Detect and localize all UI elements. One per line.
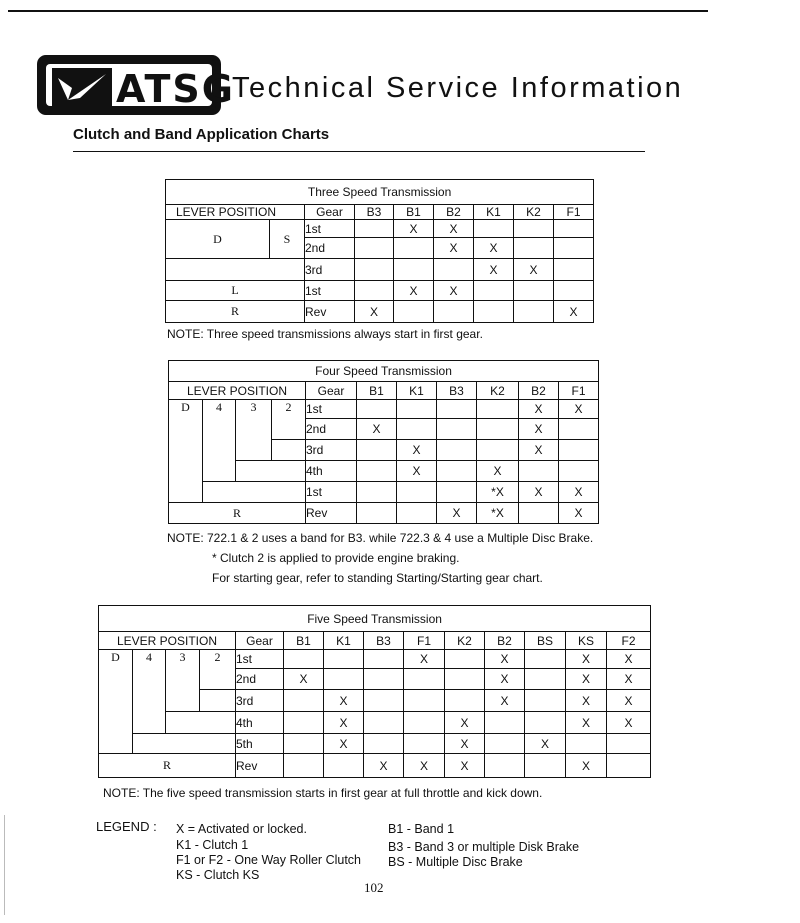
table-cell [284, 690, 324, 712]
table-cell [525, 690, 566, 712]
table-cell [284, 712, 324, 734]
gear-header: Gear [306, 382, 357, 400]
table-cell: X [559, 503, 599, 524]
lever-d: D [166, 220, 270, 259]
lever-3: 3 [236, 400, 272, 461]
table-cell [434, 259, 474, 281]
column-header: K2 [514, 205, 554, 220]
table-cell [284, 650, 324, 669]
legend-item: KS - Clutch KS [176, 868, 260, 882]
gear-label: 2nd [306, 419, 357, 440]
table-cell: X [485, 650, 525, 669]
gear-label: Rev [236, 754, 284, 778]
table-cell [364, 690, 404, 712]
lever-s: S [270, 220, 305, 259]
legend-label: LEGEND : [96, 819, 157, 834]
legend-item: BS - Multiple Disc Brake [388, 855, 523, 869]
table-cell: X [357, 419, 397, 440]
table-cell: X [324, 712, 364, 734]
atsg-logo [37, 55, 235, 115]
column-header: B2 [519, 382, 559, 400]
table-cell: *X [477, 482, 519, 503]
table-cell: X [324, 690, 364, 712]
lever-position-header: LEVER POSITION [166, 205, 305, 220]
table-cell: X [607, 712, 651, 734]
table-cell [554, 238, 594, 259]
table-cell: X [566, 754, 607, 778]
four-speed-note: * Clutch 2 is applied to provide engine braking. [212, 551, 460, 565]
table-cell [474, 281, 514, 301]
gear-label: 5th [236, 734, 284, 754]
gear-label: 1st [306, 400, 357, 419]
table-cell [357, 482, 397, 503]
column-header: KS [566, 632, 607, 650]
gear-label: Rev [305, 301, 355, 323]
table-cell [477, 419, 519, 440]
gear-header: Gear [305, 205, 355, 220]
gear-label: 2nd [236, 669, 284, 690]
lever-r: R [166, 301, 305, 323]
gear-label: Rev [306, 503, 357, 524]
table-cell: X [397, 440, 437, 461]
table-cell [357, 440, 397, 461]
table-cell [554, 259, 594, 281]
table-cell [525, 712, 566, 734]
table-cell: X [519, 400, 559, 419]
table-cell: X [566, 650, 607, 669]
gear-label: 4th [236, 712, 284, 734]
top-rule [8, 10, 708, 12]
lever-blank [272, 440, 306, 461]
table-cell [364, 669, 404, 690]
table-cell: X [434, 238, 474, 259]
table-cell: X [284, 669, 324, 690]
table-cell: X [519, 482, 559, 503]
lever-r: R [169, 503, 306, 524]
table-cell [397, 419, 437, 440]
table-cell [477, 400, 519, 419]
table-cell [394, 301, 434, 323]
table-cell [394, 259, 434, 281]
column-header: B1 [357, 382, 397, 400]
column-header: F1 [554, 205, 594, 220]
table-cell: X [394, 220, 434, 238]
table-cell [397, 482, 437, 503]
table-cell: X [566, 669, 607, 690]
table-cell [525, 650, 566, 669]
table-title: Three Speed Transmission [166, 180, 594, 205]
table-cell: X [404, 650, 445, 669]
table-cell [519, 503, 559, 524]
column-header: B1 [284, 632, 324, 650]
table-cell: X [519, 440, 559, 461]
lever-position-header: LEVER POSITION [169, 382, 306, 400]
table-cell: X [566, 712, 607, 734]
table-cell: X [514, 259, 554, 281]
table-cell [607, 754, 651, 778]
table-cell: X [445, 754, 485, 778]
table-cell [519, 461, 559, 482]
table-cell [397, 400, 437, 419]
table-cell: X [474, 259, 514, 281]
lever-blank [236, 461, 306, 482]
table-cell: X [485, 690, 525, 712]
table-cell [445, 690, 485, 712]
table-cell [474, 220, 514, 238]
table-cell [437, 440, 477, 461]
table-cell [284, 734, 324, 754]
table-cell [437, 400, 477, 419]
column-header: K2 [445, 632, 485, 650]
table-cell [514, 281, 554, 301]
gear-label: 1st [305, 220, 355, 238]
column-header: B3 [355, 205, 394, 220]
table-cell: *X [477, 503, 519, 524]
table-cell [364, 734, 404, 754]
four-speed-table [168, 360, 599, 524]
gear-label: 3rd [236, 690, 284, 712]
table-cell [485, 734, 525, 754]
checkmark-logo-icon [52, 68, 112, 108]
table-cell [364, 712, 404, 734]
table-cell: X [519, 419, 559, 440]
table-cell: X [437, 503, 477, 524]
table-cell [357, 503, 397, 524]
table-cell: X [434, 281, 474, 301]
subtitle-rule [73, 151, 645, 152]
table-cell [607, 734, 651, 754]
table-cell [324, 669, 364, 690]
column-header: K1 [397, 382, 437, 400]
table-cell [324, 650, 364, 669]
gear-label: 1st [305, 281, 355, 301]
three-speed-note: NOTE: Three speed transmissions always start in first gear. [167, 327, 483, 341]
legend-item: F1 or F2 - One Way Roller Clutch [176, 853, 362, 867]
lever-blank [200, 690, 236, 712]
table-cell [404, 690, 445, 712]
lever-3: 3 [166, 650, 200, 712]
four-speed-note: For starting gear, refer to standing Starting/Starting gear chart. [212, 571, 543, 585]
lever-blank [203, 482, 306, 503]
gear-label: 1st [306, 482, 357, 503]
table-cell: X [559, 400, 599, 419]
table-cell [364, 650, 404, 669]
lever-2: 2 [200, 650, 236, 690]
table-cell [559, 440, 599, 461]
table-cell [437, 419, 477, 440]
table-cell [554, 281, 594, 301]
table-cell: X [394, 281, 434, 301]
column-header: B3 [364, 632, 404, 650]
lever-blank [166, 712, 236, 734]
lever-2: 2 [272, 400, 306, 440]
table-cell: X [485, 669, 525, 690]
column-header: B2 [434, 205, 474, 220]
table-cell [355, 281, 394, 301]
table-cell [485, 754, 525, 778]
table-cell [355, 220, 394, 238]
lever-blank [133, 734, 236, 754]
gear-label: 3rd [305, 259, 355, 281]
gear-label: 2nd [305, 238, 355, 259]
table-cell: X [474, 238, 514, 259]
table-cell [566, 734, 607, 754]
table-cell: X [477, 461, 519, 482]
page-title: Technical Service Information [232, 72, 684, 104]
table-cell [554, 220, 594, 238]
lever-position-header: LEVER POSITION [99, 632, 236, 650]
table-cell [514, 301, 554, 323]
lever-l: L [166, 281, 305, 301]
gear-label: 3rd [306, 440, 357, 461]
scan-edge [4, 815, 5, 915]
gear-header: Gear [236, 632, 284, 650]
column-header: B1 [394, 205, 434, 220]
five-speed-table [98, 605, 651, 778]
table-cell [485, 712, 525, 734]
table-cell [404, 734, 445, 754]
table-cell: X [566, 690, 607, 712]
column-header: K1 [474, 205, 514, 220]
table-cell [355, 259, 394, 281]
table-cell: X [559, 482, 599, 503]
table-cell: X [607, 690, 651, 712]
table-cell [355, 238, 394, 259]
table-cell [284, 754, 324, 778]
table-cell [525, 669, 566, 690]
table-cell [394, 238, 434, 259]
legend-item: B1 - Band 1 [388, 822, 455, 836]
lever-d: D [169, 400, 203, 503]
table-cell: X [554, 301, 594, 323]
table-cell [559, 419, 599, 440]
logo-text: ATSG [116, 67, 235, 111]
legend-item: K1 - Clutch 1 [176, 838, 249, 852]
column-header: BS [525, 632, 566, 650]
table-cell: X [445, 734, 485, 754]
column-header: F1 [559, 382, 599, 400]
table-cell: X [355, 301, 394, 323]
table-cell: X [434, 220, 474, 238]
table-cell: X [445, 712, 485, 734]
table-cell: X [397, 461, 437, 482]
table-cell: X [607, 650, 651, 669]
table-cell [434, 301, 474, 323]
table-cell [404, 712, 445, 734]
table-cell [477, 440, 519, 461]
table-cell [445, 669, 485, 690]
lever-r: R [99, 754, 236, 778]
lever-4: 4 [133, 650, 166, 734]
table-cell [357, 461, 397, 482]
table-cell [437, 482, 477, 503]
gear-label: 4th [306, 461, 357, 482]
table-cell: X [607, 669, 651, 690]
gear-label: 1st [236, 650, 284, 669]
table-cell [514, 220, 554, 238]
page-number: 102 [364, 880, 384, 895]
table-title: Four Speed Transmission [169, 361, 599, 382]
table-cell [445, 650, 485, 669]
table-cell [559, 461, 599, 482]
legend-item: X = Activated or locked. [176, 822, 307, 836]
lever-d: D [99, 650, 133, 754]
table-cell [324, 754, 364, 778]
table-cell [525, 754, 566, 778]
table-cell [514, 238, 554, 259]
column-header: F1 [404, 632, 445, 650]
three-speed-table [165, 179, 594, 323]
table-cell: X [404, 754, 445, 778]
table-title: Five Speed Transmission [99, 606, 651, 632]
table-cell [437, 461, 477, 482]
table-cell: X [324, 734, 364, 754]
page-subtitle: Clutch and Band Application Charts [73, 126, 330, 143]
column-header: B2 [485, 632, 525, 650]
four-speed-note: NOTE: 722.1 & 2 uses a band for B3. while 722.3 & 4 use a Multiple Disc Brake. [167, 531, 594, 545]
table-cell [397, 503, 437, 524]
table-cell [474, 301, 514, 323]
column-header: K1 [324, 632, 364, 650]
column-header: F2 [607, 632, 651, 650]
legend-item: B3 - Band 3 or multiple Disk Brake [388, 840, 580, 854]
table-cell: X [525, 734, 566, 754]
column-header: K2 [477, 382, 519, 400]
table-cell [404, 669, 445, 690]
five-speed-note: NOTE: The five speed transmission starts in first gear at full throttle and kick down. [103, 786, 543, 800]
lever-blank [166, 259, 305, 281]
column-header: B3 [437, 382, 477, 400]
lever-4: 4 [203, 400, 236, 482]
table-cell: X [364, 754, 404, 778]
table-cell [357, 400, 397, 419]
